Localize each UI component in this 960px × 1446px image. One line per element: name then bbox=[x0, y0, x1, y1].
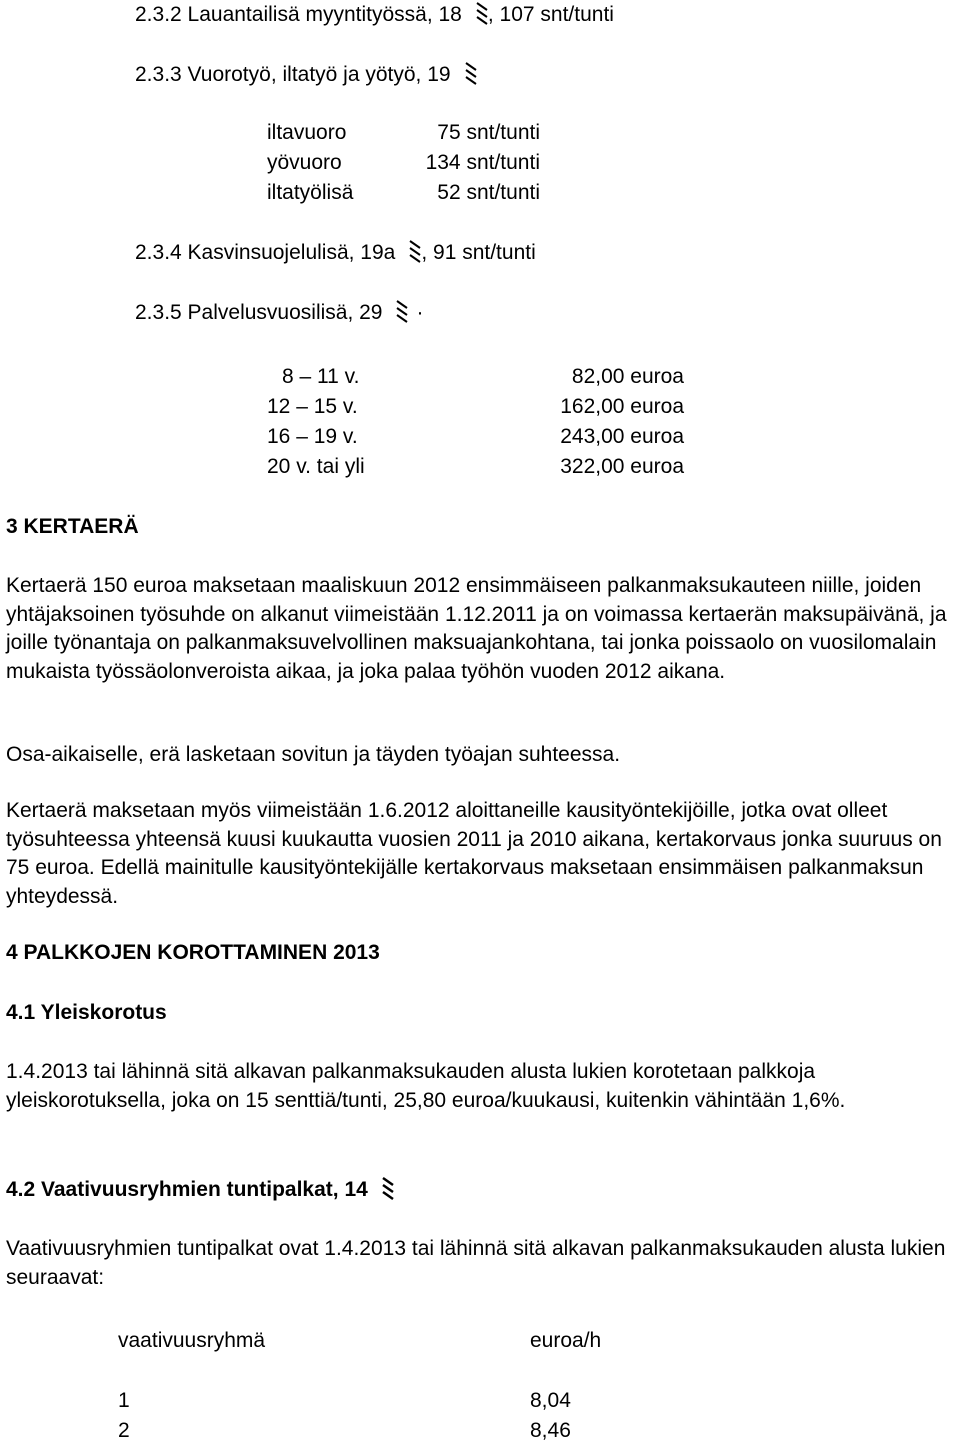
section-sign-icon bbox=[476, 0, 488, 28]
service-row-label: 20 v. tai yli bbox=[267, 455, 365, 478]
paragraph-part-time bbox=[6, 741, 958, 770]
heading-2-3-2 bbox=[135, 0, 614, 29]
service-row-value: 322,00 euroa bbox=[560, 455, 684, 478]
service-row-value: 82,00 euroa bbox=[571, 365, 684, 388]
wage-table-header-value: euroa/h bbox=[530, 1329, 602, 1352]
heading-2-3-5-text: 2.3.5 Palvelusvuosilisä, 29 bbox=[135, 301, 383, 324]
service-row-value: 243,00 euroa bbox=[560, 425, 684, 448]
heading-2-3-2-text: 2.3.2 Lauantailisä myyntityössä, 18 bbox=[135, 3, 462, 26]
paragraph-seasonal bbox=[6, 797, 958, 911]
section-sign-icon bbox=[396, 298, 408, 326]
section-heading-3: 3 KERTAERÄ bbox=[6, 515, 139, 538]
shift-row-label: iltavuoro bbox=[267, 121, 347, 144]
section-heading-4-1: 4.1 Yleiskorotus bbox=[6, 1001, 167, 1024]
wage-table-cell-group: 2 bbox=[118, 1419, 130, 1442]
wage-table-cell-value: 8,04 bbox=[530, 1389, 571, 1412]
shift-row-value: 52 snt/tunti bbox=[437, 181, 540, 204]
wage-table-cell-value: 8,46 bbox=[530, 1419, 571, 1442]
wage-table-cell-group: 1 bbox=[118, 1389, 130, 1412]
paragraph-wage-groups bbox=[6, 1235, 958, 1292]
paragraph-kertaera bbox=[6, 572, 958, 686]
service-row-value: 162,00 euroa bbox=[560, 395, 684, 418]
service-row-label: 16 – 19 v. bbox=[267, 425, 358, 448]
heading-2-3-4-rate: , 91 snt/tunti bbox=[421, 241, 536, 264]
heading-2-3-4-text: 2.3.4 Kasvinsuojelulisä, 19a bbox=[135, 241, 396, 264]
paragraph-text: Vaativuusryhmien tuntipalkat ovat 1.4.2013 tai lähinnä sitä alkavan palkanmaksukauden alusta lukien seuraavat: bbox=[6, 1237, 946, 1289]
section-heading-4: 4 PALKKOJEN KOROTTAMINEN 2013 bbox=[6, 941, 380, 964]
shift-row-label: yövuoro bbox=[267, 151, 342, 174]
heading-2-3-2-rate: , 107 snt/tunti bbox=[487, 3, 614, 26]
shift-row-value: 134 snt/tunti bbox=[425, 151, 540, 174]
paragraph-text: Kertaerä maksetaan myös viimeistään 1.6.2012 aloittaneille kausityöntekijöille, jotka ovat olleet työsuhteessa yhteensä kuusi kuukautta vuosien 2011 ja 2010 aikana, kertakorvaus jonka suuruus on 75 euroa. Edellä mainitulle kausityöntekijälle kertakorvaus maksetaan ensimmäisen palkanmaksun yhteydessä. bbox=[6, 799, 942, 908]
section-heading-4-2-text: 4.2 Vaativuusryhmien tuntipalkat, 14 bbox=[6, 1178, 368, 1201]
heading-2-3-5 bbox=[135, 298, 423, 327]
paragraph-text: Osa-aikaiselle, erä lasketaan sovitun ja täyden työajan suhteessa. bbox=[6, 743, 621, 766]
service-row-label: 8 – 11 v. bbox=[282, 365, 360, 388]
service-row-label: 12 – 15 v. bbox=[267, 395, 358, 418]
shift-row-value: 75 snt/tunti bbox=[437, 121, 540, 144]
section-sign-icon bbox=[382, 1175, 394, 1203]
section-sign-icon bbox=[465, 60, 477, 88]
shift-row-label: iltatyölisä bbox=[267, 181, 354, 204]
heading-2-3-3 bbox=[135, 60, 477, 89]
section-sign-icon bbox=[409, 238, 421, 266]
paragraph-text: Kertaerä 150 euroa maksetaan maaliskuun 2012 ensimmäiseen palkanmaksukauteen niille, joiden yhtäjaksoinen työsuhde on alkanut viimeistään 1.12.2011 ja on voimassa kertaerän maksupäivänä, ja joille työnantaja on palkanmaksuvelvollinen maksuajankohtana, tai jonka poissaolo on vuosilomalain mukaista työssäolonveroista aikaa, ja joka palaa työhön vuoden 2012 aikana. bbox=[6, 574, 947, 683]
heading-2-3-3-text: 2.3.3 Vuorotyö, iltatyö ja yötyö, 19 bbox=[135, 63, 451, 86]
wage-table-header-group: vaativuusryhmä bbox=[118, 1329, 266, 1352]
paragraph-text: 1.4.2013 tai lähinnä sitä alkavan palkanmaksukauden alusta lukien korotetaan palkkoja yleiskorotuksella, joka on 15 senttiä/tunti, 25,80 euroa/kuukausi, kuitenkin vähintään 1,6%. bbox=[6, 1060, 846, 1112]
heading-2-3-4 bbox=[135, 238, 536, 267]
paragraph-general-raise bbox=[6, 1058, 958, 1115]
section-heading-4-2 bbox=[6, 1175, 394, 1204]
heading-2-3-5-dot: · bbox=[416, 301, 424, 324]
